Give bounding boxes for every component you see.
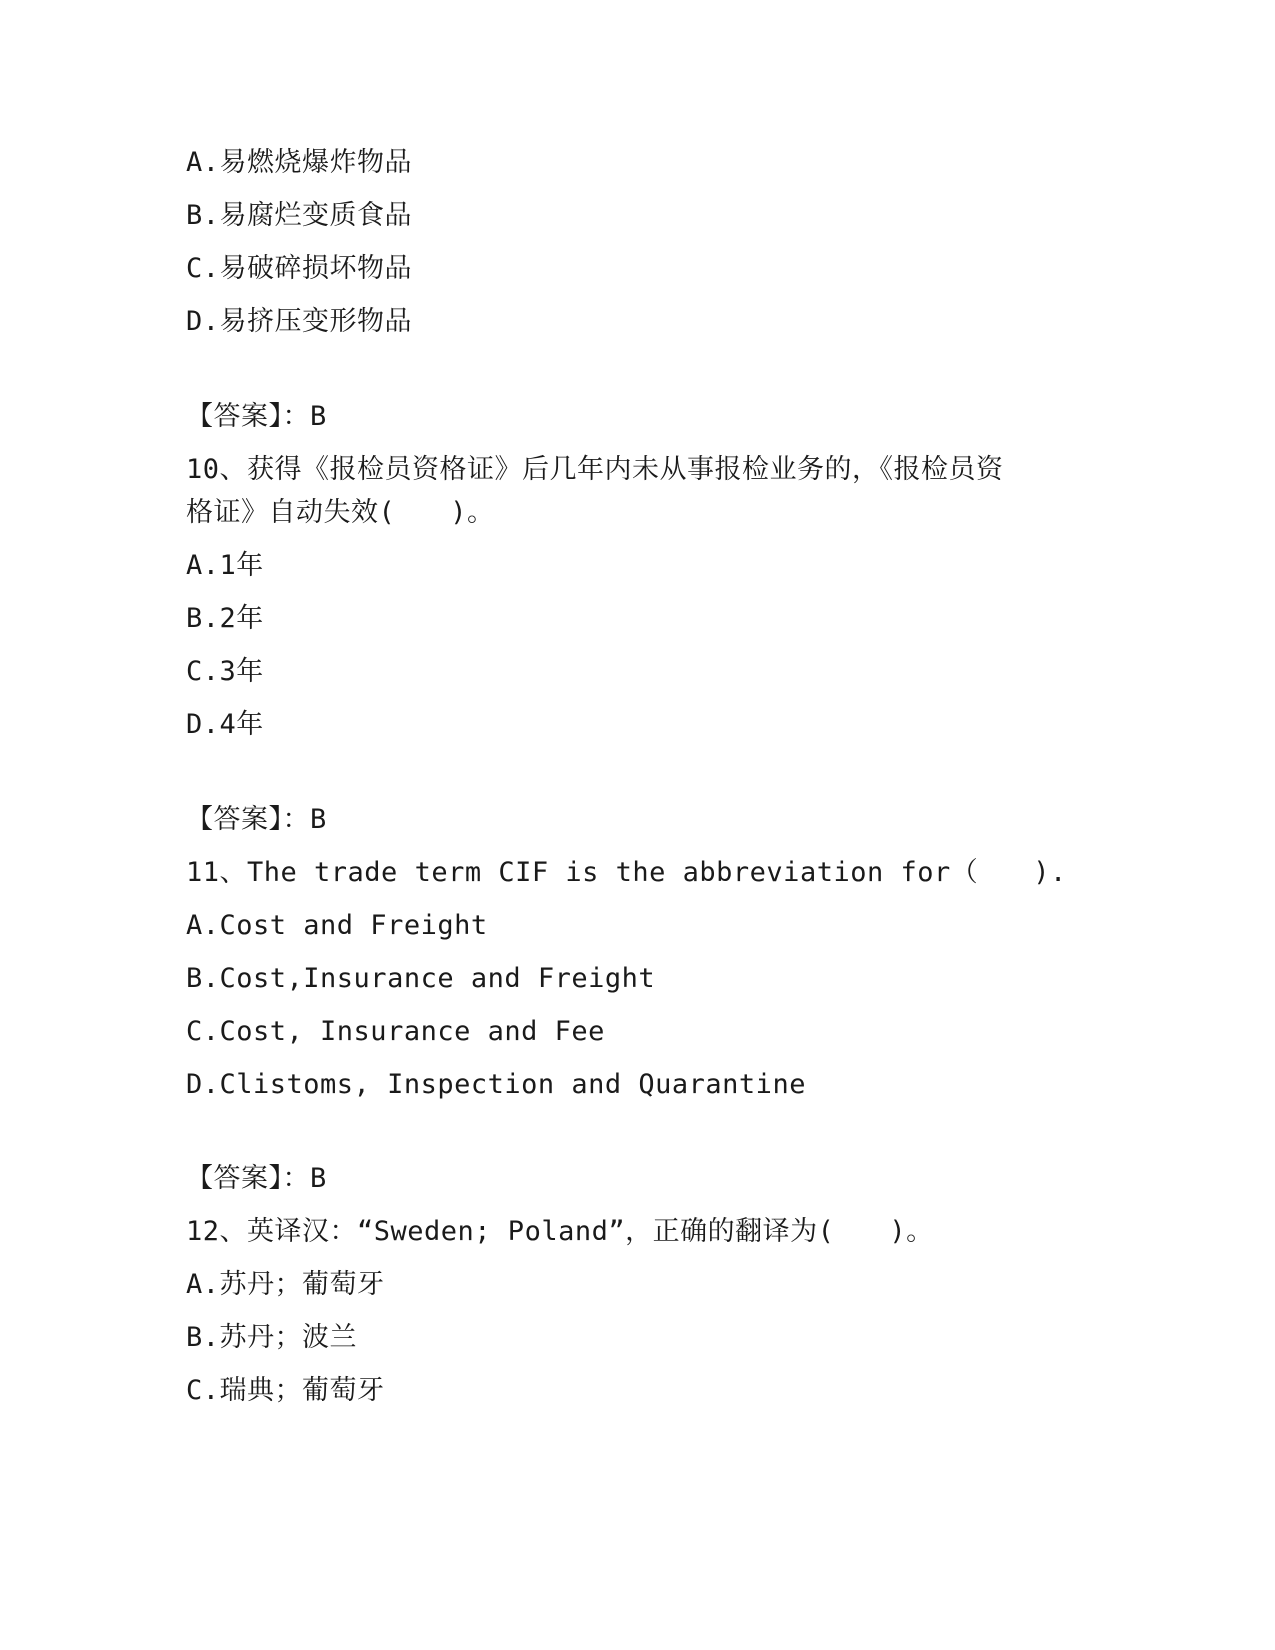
q9-option-d: D.易挤压变形物品 [186, 306, 413, 337]
q9-answer: 【答案】：B [186, 401, 327, 432]
q11-option-c: C.Cost, Insurance and Fee [186, 1016, 605, 1047]
q12-option-b: B.苏丹；波兰 [186, 1322, 358, 1353]
q10-option-b: B.2年 [186, 603, 264, 634]
q10-stem-line2: 格证》自动失效( )。 [186, 497, 495, 528]
q11-option-b: B.Cost,Insurance and Freight [186, 963, 656, 994]
q11-stem: 11、The trade term CIF is the abbreviation for（ ). [186, 857, 1067, 888]
q12-option-a: A.苏丹；葡萄牙 [186, 1269, 385, 1300]
q9-option-a: A.易燃烧爆炸物品 [186, 147, 413, 178]
q10-option-d: D.4年 [186, 709, 264, 740]
q10-answer: 【答案】：B [186, 804, 327, 835]
q12-stem: 12、英译汉：“Sweden; Poland”，正确的翻译为( )。 [186, 1216, 934, 1247]
q12-option-c: C.瑞典；葡萄牙 [186, 1375, 385, 1406]
q9-option-c: C.易破碎损坏物品 [186, 253, 413, 284]
q9-option-b: B.易腐烂变质食品 [186, 200, 413, 231]
q11-option-a: A.Cost and Freight [186, 910, 488, 941]
q10-option-a: A.1年 [186, 550, 264, 581]
q10-stem-line1: 10、获得《报检员资格证》后几年内未从事报检业务的，《报检员资 [186, 454, 1004, 485]
q11-answer: 【答案】：B [186, 1163, 327, 1194]
q10-option-c: C.3年 [186, 656, 264, 687]
q11-option-d: D.Clistoms, Inspection and Quarantine [186, 1069, 806, 1100]
